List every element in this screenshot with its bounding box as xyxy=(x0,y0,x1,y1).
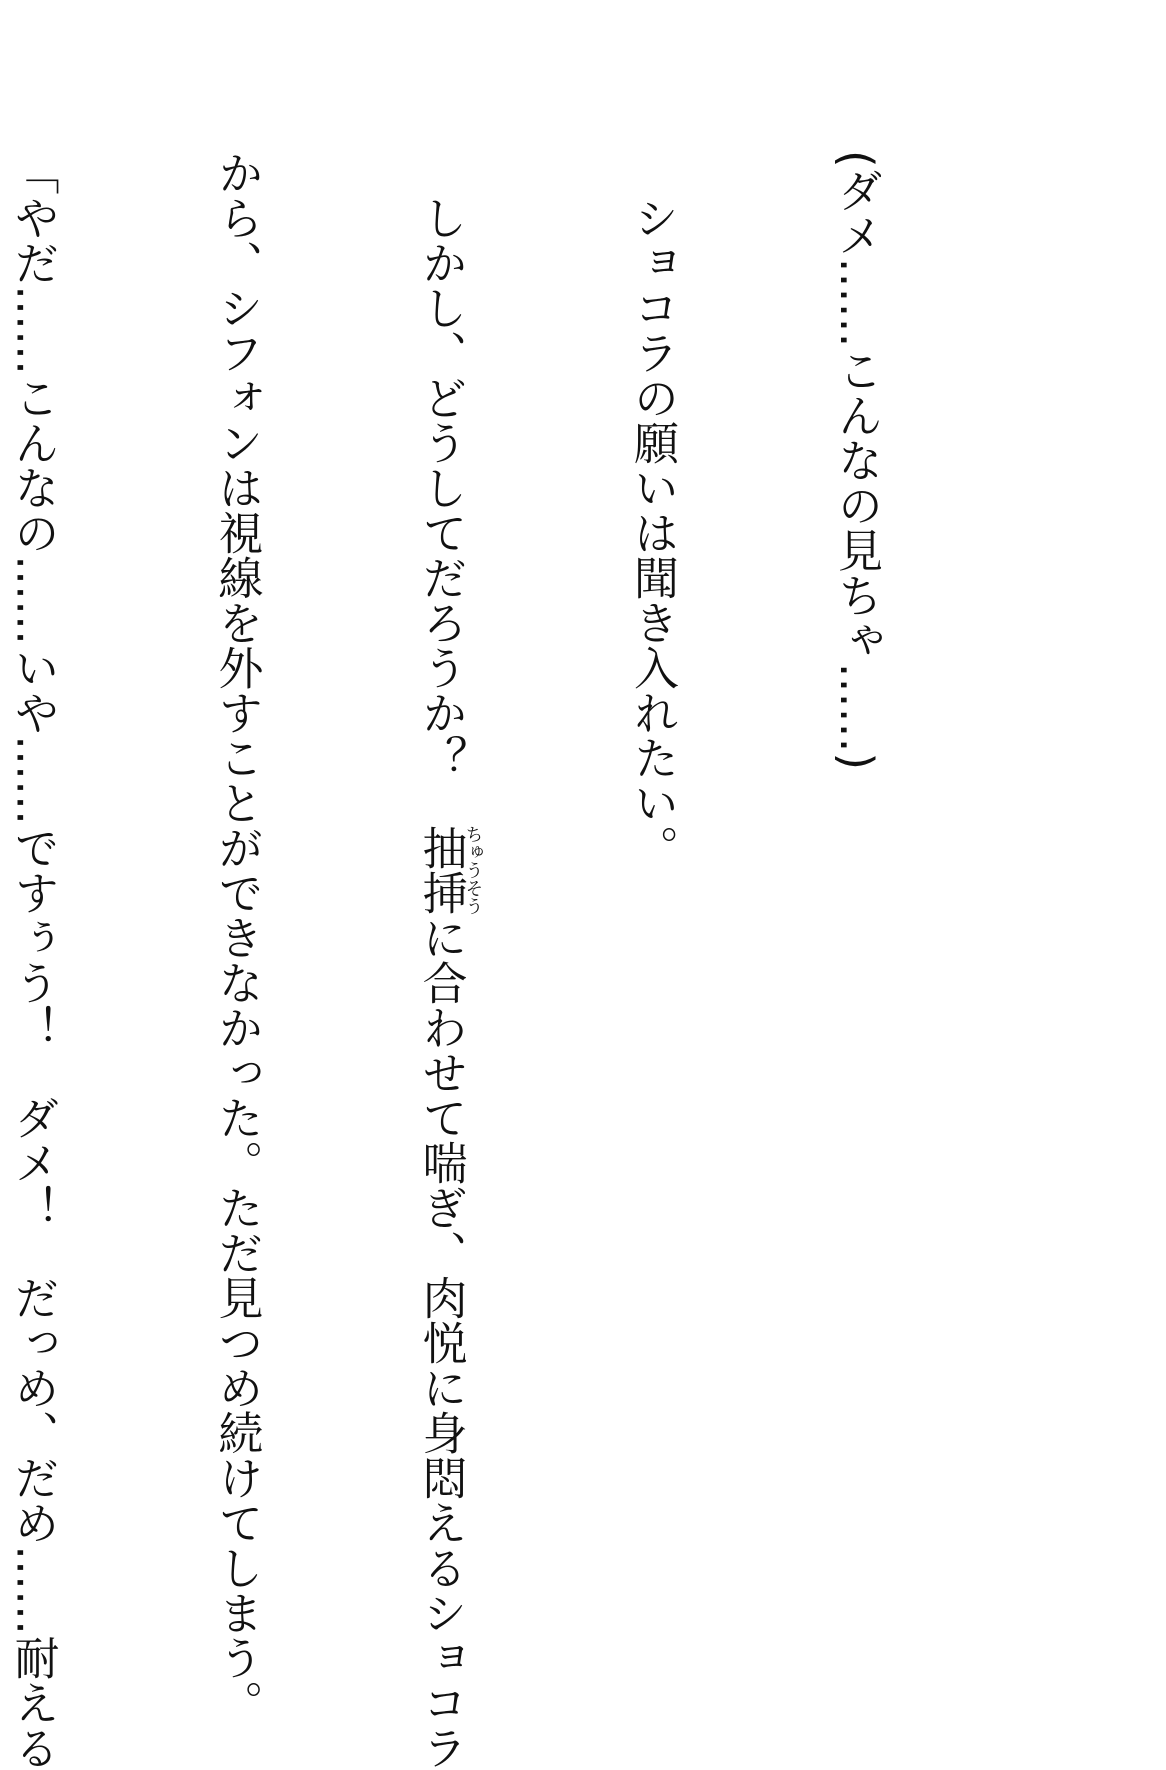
text-line-3 xyxy=(407,150,484,1770)
line-3-after: に合わせて喘ぎ、肉悦に身悶えるショコラ xyxy=(414,915,468,1770)
line-3-before: しかし、どうしてだろうか？ xyxy=(414,195,468,825)
furigana-chuusou xyxy=(414,825,484,915)
text-line-5: 「やだ……こんなの……いや……ですぅう！ ダメ！ だっめ、だめ……耐える xyxy=(6,150,60,1770)
ruby-base: 抽挿 xyxy=(414,825,468,915)
text-line-4: から、シフォンは視線を外すことができなかった。ただ見つめ続けてしまう。 xyxy=(210,150,264,1725)
text-line-2: ショコラの願いは聞き入れたい。 xyxy=(626,195,679,870)
ruby-reading: ちゅうそう xyxy=(462,825,484,915)
body-text xyxy=(6,150,1026,1770)
text-line-1: (ダメ……こんなの見ちゃ……) xyxy=(830,150,883,771)
